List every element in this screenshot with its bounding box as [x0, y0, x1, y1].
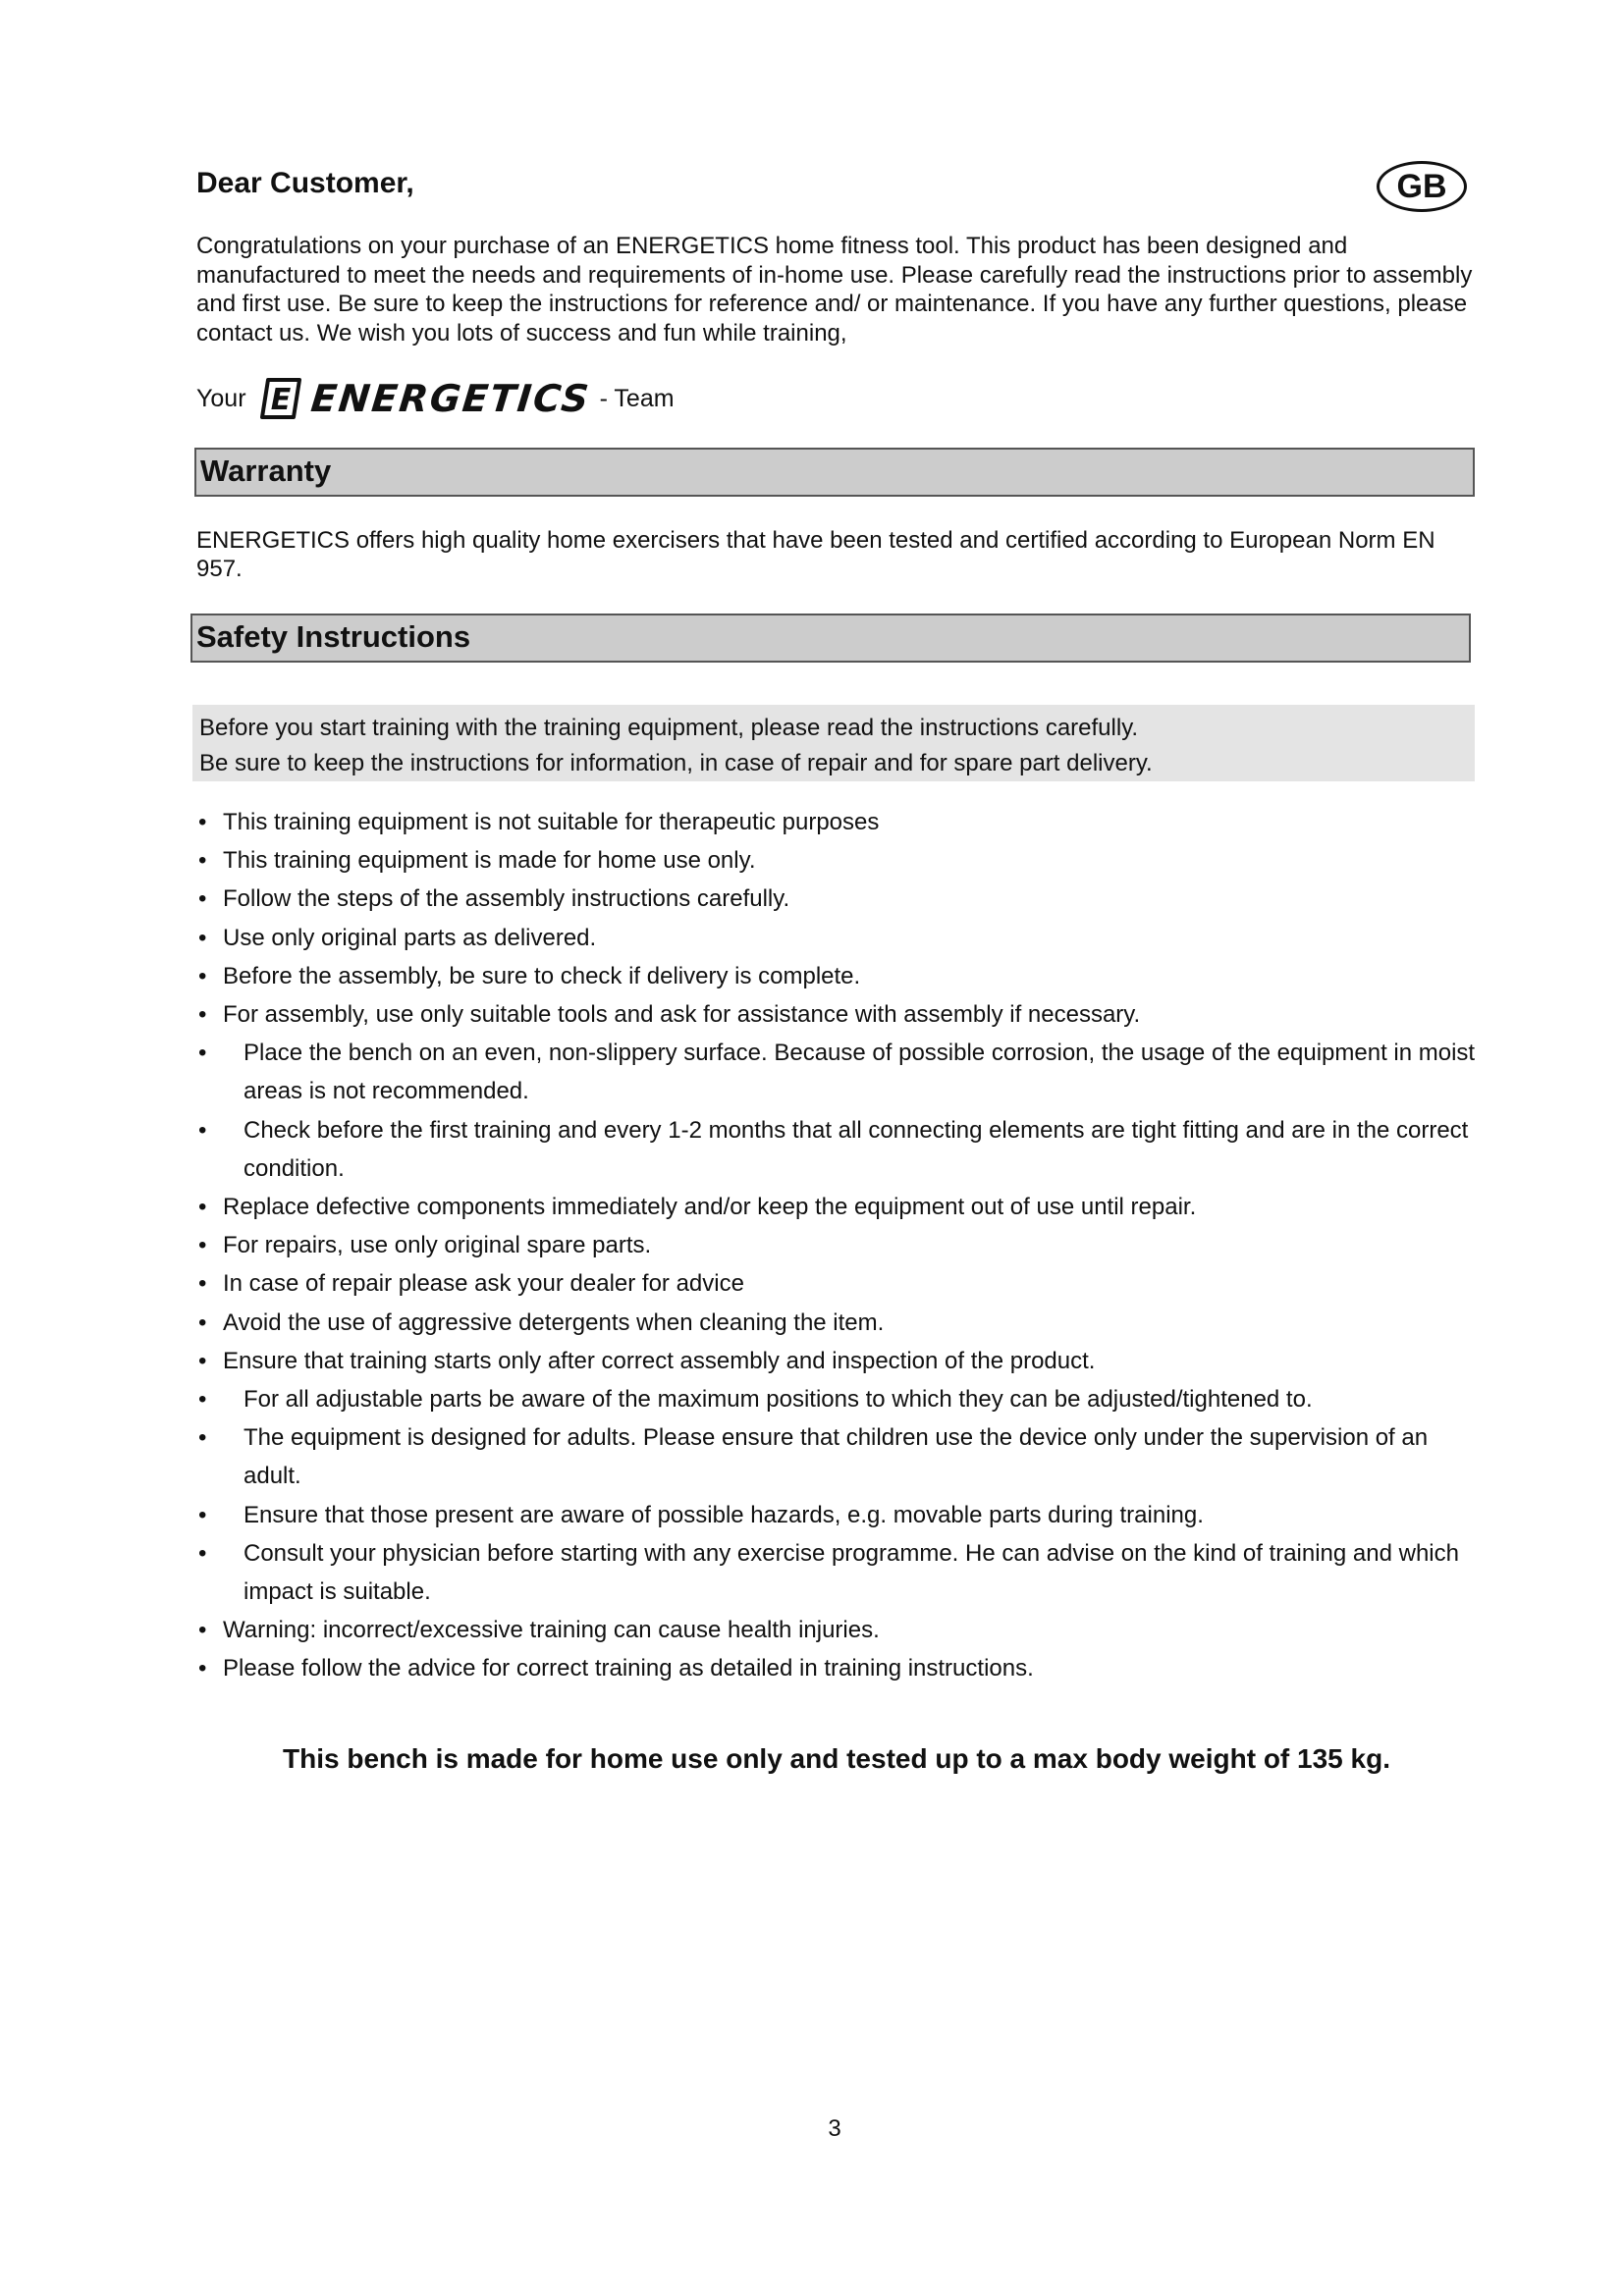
list-item-text: Before the assembly, be sure to check if delivery is complete. [223, 962, 861, 989]
list-item [196, 1496, 1483, 1534]
bullet-icon: • [198, 847, 207, 875]
bullet-icon: • [198, 1539, 207, 1567]
safety-notice-line: Be sure to keep the instructions for information, in case of repair and for spare part delivery. [199, 750, 1153, 776]
warranty-text: ENERGETICS offers high quality home exercisers that have been tested and certified according to European Norm EN 957. [196, 527, 1435, 582]
safety-notice-line: Before you start training with the training equipment, please read the instructions carefully. [199, 715, 1139, 741]
list-item-text: The equipment is designed for adults. Please ensure that children use the device only under the supervision of an adult. [244, 1424, 1429, 1490]
bullet-icon: • [198, 1194, 207, 1221]
bullet-icon: • [198, 1116, 207, 1144]
bullet-icon: • [198, 1001, 207, 1029]
list-item-text: Replace defective components immediately and/or keep the equipment out of use until repair. [223, 1194, 1197, 1221]
signature-prefix: Your [196, 384, 246, 412]
energetics-logo-mark [258, 376, 303, 421]
safety-instructions-list [196, 803, 1483, 1688]
list-item [196, 995, 1483, 1034]
list-item-text: Place the bench on an even, non-slippery surface. Because of possible corrosion, the usage of the equipment in moist areas is not recommended. [244, 1040, 1476, 1105]
bullet-icon: • [198, 924, 207, 951]
list-item-text: Follow the steps of the assembly instructions carefully. [223, 885, 790, 913]
warranty-heading: Warranty [194, 448, 1475, 497]
list-item-text: For all adjustable parts be aware of the maximum positions to which they can be adjusted/tightened to. [244, 1386, 1313, 1414]
team-signature [196, 371, 675, 426]
list-item [196, 919, 1483, 957]
list-item-text: This training equipment is made for home use only. [223, 847, 756, 875]
list-item [196, 1111, 1483, 1188]
list-item [196, 841, 1483, 880]
list-item [196, 1264, 1483, 1303]
energetics-logo-text: ENERGETICS [308, 377, 592, 420]
list-item [196, 880, 1483, 918]
list-item [196, 1342, 1483, 1380]
bullet-icon: • [198, 1040, 207, 1067]
list-item [196, 803, 1483, 841]
list-item [196, 1304, 1483, 1342]
bullet-icon: • [198, 1501, 207, 1528]
bullet-icon: • [198, 885, 207, 913]
logo-mark-letter: E [270, 383, 291, 417]
list-item [196, 1034, 1483, 1110]
list-item-text: Ensure that training starts only after correct assembly and inspection of the product. [223, 1347, 1096, 1374]
bullet-icon: • [198, 1386, 207, 1414]
list-item-text: Avoid the use of aggressive detergents when cleaning the item. [223, 1308, 885, 1336]
list-item-text: For repairs, use only original spare parts. [223, 1232, 652, 1259]
bullet-icon: • [198, 962, 207, 989]
list-item-text: Use only original parts as delivered. [223, 924, 597, 951]
list-item [196, 957, 1483, 995]
bullet-icon: • [198, 809, 207, 835]
list-item [196, 1418, 1483, 1495]
list-item-text: Warning: incorrect/excessive training can cause health injuries. [223, 1617, 880, 1644]
list-item [196, 1649, 1483, 1687]
intro-paragraph: Congratulations on your purchase of an ENERGETICS home fitness tool. This product has been designed and manufactured to meet the needs and requirements of in-home use. Please carefully read the instructions prior to assembly and first use. Be sure to keep the instructions for reference and/ or maintenance. If you have any further questions, please contact us. We wish you lots of success and fun while training, [196, 233, 1473, 347]
bullet-icon: • [198, 1347, 207, 1374]
list-item [196, 1188, 1483, 1226]
bullet-icon: • [198, 1617, 207, 1644]
list-item [196, 1380, 1483, 1418]
safety-heading: Safety Instructions [190, 614, 1471, 663]
list-item-text: Check before the first training and every 1-2 months that all connecting elements are tight fitting and are in the correct condition. [244, 1116, 1469, 1182]
bullet-icon: • [198, 1308, 207, 1336]
list-item [196, 1226, 1483, 1264]
country-badge: GB [1377, 161, 1467, 212]
signature-suffix: - Team [599, 384, 675, 412]
safety-notice-box [192, 705, 1475, 781]
list-item [196, 1534, 1483, 1611]
bullet-icon: • [198, 1270, 207, 1298]
list-item-text: Ensure that those present are aware of possible hazards, e.g. movable parts during training. [244, 1501, 1204, 1528]
page-number: 3 [828, 2115, 841, 2142]
list-item-text: In case of repair please ask your dealer for advice [223, 1270, 744, 1298]
max-weight-note: This bench is made for home use only and tested up to a max body weight of 135 kg. [283, 1743, 1390, 1774]
list-item [196, 1611, 1483, 1649]
list-item-text: Consult your physician before starting with any exercise programme. He can advise on the kind of training and which impact is suitable. [244, 1539, 1459, 1606]
list-item-text: For assembly, use only suitable tools and ask for assistance with assembly if necessary. [223, 1001, 1141, 1029]
list-item-text: This training equipment is not suitable for therapeutic purposes [223, 809, 880, 835]
bullet-icon: • [198, 1424, 207, 1452]
greeting-heading: Dear Customer, [196, 167, 414, 199]
bullet-icon: • [198, 1655, 207, 1682]
bullet-icon: • [198, 1232, 207, 1259]
list-item-text: Please follow the advice for correct training as detailed in training instructions. [223, 1655, 1034, 1682]
